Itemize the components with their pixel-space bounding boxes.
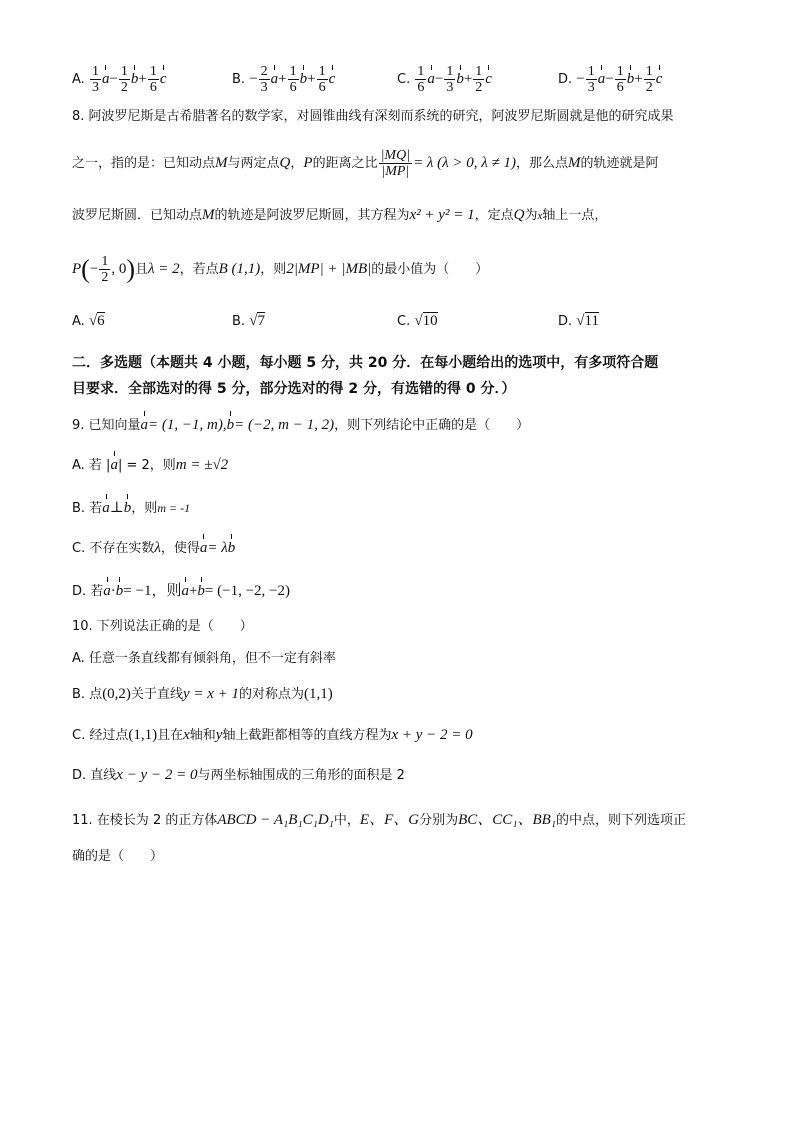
q9-option-b	[72, 499, 190, 518]
text: 与两定点	[227, 156, 280, 171]
text: 的轨迹就是阿	[580, 156, 659, 171]
option-label: B.	[232, 314, 246, 329]
math-M: M	[568, 155, 581, 171]
num: |MQ|	[380, 148, 411, 163]
text: 的轨迹是阿波罗尼斯圆，其方程为	[214, 208, 410, 223]
math: m = -1	[157, 501, 191, 515]
option-label: B.	[232, 72, 246, 87]
math: BC、CC₁、BB₁	[458, 812, 557, 828]
math-x: x	[537, 210, 543, 222]
text: 的距离之比	[312, 156, 378, 171]
fraction	[288, 64, 299, 95]
text: ，	[290, 156, 304, 171]
math: m = ±√2	[175, 457, 229, 473]
math: ·	[110, 583, 116, 599]
text: 关于直线	[130, 687, 183, 702]
text: A. 若 |	[72, 458, 111, 473]
math-B: B (1,1)	[218, 261, 261, 277]
q8-option-a: A. √6	[72, 313, 105, 329]
math: = (−1, −2, −2)	[204, 583, 290, 599]
num: 1	[587, 64, 595, 79]
q8-line-2	[72, 148, 659, 179]
math: ⊥	[109, 500, 124, 516]
q10-option-a: A. 任意一条直线都有倾斜角，但不一定有斜率	[72, 651, 336, 666]
num: 1	[645, 64, 653, 79]
q8-option-c: C. √10	[397, 313, 438, 329]
den: 6	[289, 80, 297, 95]
num: 1	[289, 64, 297, 79]
math: , 0	[111, 261, 127, 277]
text: 为	[524, 208, 538, 223]
text: B. 若	[72, 501, 103, 516]
text: ，则	[131, 501, 158, 516]
vector-a: a	[110, 457, 118, 473]
vector-a: a	[597, 71, 606, 87]
q8-line-3	[72, 206, 607, 225]
option-label: D.	[558, 314, 573, 329]
q8-option-b: B. √7	[232, 313, 265, 329]
sign: −	[576, 71, 585, 87]
math-eq: = λ (λ > 0, λ ≠ 1)	[413, 155, 517, 171]
vector-b: b	[130, 71, 139, 87]
option-label: A.	[72, 72, 85, 87]
num: 1	[101, 254, 109, 269]
math: y = x + 1	[182, 686, 240, 702]
num: 1	[446, 64, 454, 79]
fraction	[473, 64, 484, 95]
text: D. 直线	[72, 768, 117, 783]
vector-a: a	[140, 417, 149, 433]
fraction	[259, 64, 270, 95]
vector-c: c	[328, 71, 336, 87]
math-M: M	[215, 155, 228, 171]
vector-b: b	[299, 71, 308, 87]
math: x	[183, 727, 190, 743]
q7-option-b	[232, 64, 335, 95]
q10-option-c	[72, 726, 473, 745]
text: 且	[134, 262, 148, 277]
fraction	[317, 64, 328, 95]
text: 波罗尼斯圆．已知动点	[72, 208, 203, 223]
op: −	[109, 71, 118, 87]
den: 2	[120, 80, 128, 95]
option-label: C.	[397, 314, 411, 329]
text: 的最小值为（ ）	[371, 262, 489, 277]
q8-option-d: D. √11	[558, 313, 599, 329]
text: ，使得	[160, 541, 200, 556]
math: (1,1)	[304, 686, 333, 702]
q11-stem-line-2: 确的是（ ）	[72, 849, 164, 864]
fraction	[644, 64, 655, 95]
math-P: P	[72, 261, 82, 277]
num: 1	[616, 64, 624, 79]
q10-option-b	[72, 685, 333, 704]
num: 1	[417, 64, 425, 79]
fraction	[415, 64, 426, 95]
math: E、F、G	[359, 812, 420, 828]
op: +	[463, 71, 473, 87]
fraction	[99, 254, 110, 285]
math: = λ	[207, 540, 228, 556]
option-value: 10	[422, 313, 438, 329]
fraction	[615, 64, 626, 95]
q10-option-d	[72, 766, 405, 785]
text: 分别为	[419, 813, 459, 828]
fraction	[119, 64, 130, 95]
math-lambda: λ = 2	[148, 261, 180, 277]
text: 轴上截距都相等的直线方程为	[222, 728, 392, 743]
den: 3	[91, 80, 99, 95]
vector-a: a	[102, 500, 110, 516]
den: 6	[616, 80, 624, 95]
q7-option-d	[558, 64, 662, 95]
option-label: D.	[558, 72, 573, 87]
math: x + y − 2 = 0	[391, 727, 473, 743]
vector-c: c	[485, 71, 492, 87]
vector-b: b	[226, 417, 235, 433]
den: 6	[318, 80, 326, 95]
text: 11. 在棱长为 2 的正方体	[72, 813, 218, 828]
math-expr: 2|MP| + |MB|	[286, 261, 372, 277]
text: ，则下列结论中正确的是（ ）	[334, 418, 530, 433]
text: ，那么点	[516, 156, 569, 171]
vector-b: b	[456, 71, 464, 87]
vector-a: a	[427, 71, 435, 87]
math: = (−2, m − 1, 2)	[234, 417, 335, 433]
math: (1,1)	[128, 727, 158, 743]
q7-option-a	[72, 64, 167, 95]
text: 中，	[333, 813, 360, 828]
q11-stem-line-1	[72, 811, 686, 830]
fraction	[444, 64, 455, 95]
math-M: M	[202, 207, 215, 223]
text: 与两坐标轴围成的三角形的面积是 2	[197, 768, 405, 783]
op: +	[278, 71, 287, 87]
text: 轴和	[189, 728, 216, 743]
text: 且在	[157, 728, 184, 743]
den: 2	[645, 80, 653, 95]
text: 之一，指的是：已知动点	[72, 156, 216, 171]
text: ，则	[260, 262, 287, 277]
math: +	[188, 583, 198, 599]
q9-option-a	[72, 456, 228, 475]
vector-a: a	[101, 71, 110, 87]
num: 1	[149, 64, 157, 79]
vector-a: a	[270, 71, 279, 87]
option-value: 6	[97, 313, 105, 329]
text: 9. 已知向量	[72, 418, 141, 433]
math: λ	[154, 540, 161, 556]
option-label: C.	[397, 72, 411, 87]
vector-a: a	[103, 583, 111, 599]
fraction	[148, 64, 159, 95]
ratio-fraction	[379, 148, 412, 179]
op: −	[605, 71, 614, 87]
q8-line-1: 8. 阿波罗尼斯是古希腊著名的数学家，对圆锥曲线有深刻而系统的研究，阿波罗尼斯圆就是他的研究成果	[72, 109, 674, 124]
math: x − y − 2 = 0	[116, 767, 198, 783]
sign: −	[249, 71, 258, 87]
math: = (1, −1, m),	[148, 417, 227, 433]
den: 3	[446, 80, 454, 95]
q10-stem: 10. 下列说法正确的是（ ）	[72, 619, 253, 634]
text: ，若点	[179, 262, 219, 277]
text: C. 经过点	[72, 728, 129, 743]
op: +	[307, 71, 316, 87]
den: 3	[260, 80, 268, 95]
q9-option-c	[72, 539, 235, 558]
vector-a: a	[181, 583, 189, 599]
den: 6	[417, 80, 425, 95]
vector-b: b	[115, 583, 124, 599]
op: −	[434, 71, 444, 87]
vector-c: c	[159, 71, 167, 87]
option-value: 11	[584, 313, 599, 329]
option-value: 7	[257, 313, 265, 329]
section-2-heading-line-2: 目要求．全部选对的得 5 分，部分选对的得 2 分，有选错的得 0 分．）	[72, 381, 516, 397]
paren: )	[126, 254, 135, 284]
den: 3	[587, 80, 595, 95]
vector-b: b	[197, 583, 205, 599]
vector-b: b	[123, 500, 132, 516]
text: 的中点，则下列选项正	[556, 813, 687, 828]
den: 2	[475, 80, 483, 95]
paren: (	[81, 254, 90, 284]
vector-b: b	[227, 540, 236, 556]
math-P: P	[303, 155, 313, 171]
vector-a: a	[199, 540, 208, 556]
math: ABCD − A₁B₁C₁D₁	[217, 812, 334, 828]
op: +	[634, 71, 643, 87]
num: 1	[318, 64, 326, 79]
den: |MP|	[381, 164, 410, 179]
num: 1	[91, 64, 99, 79]
math: y	[215, 727, 223, 743]
fraction	[90, 64, 101, 95]
q8-line-4: P(− $\frac{1}{2}$ , 0)且λ = 2，若点B (1,1)，则2|MP| + |MB|的最小值为（ ）	[72, 254, 489, 285]
option-label: A.	[72, 314, 85, 329]
text: B. 点	[72, 687, 103, 702]
math-Q: Q	[279, 155, 291, 171]
math-circle-eq: x² + y² = 1	[409, 207, 475, 223]
text: C. 不存在实数	[72, 541, 155, 556]
math-Q: Q	[513, 207, 525, 223]
section-2-heading-line-1: 二．多选题（本题共 4 小题，每小题 5 分，共 20 分．在每小题给出的选项中，有多项符合题	[72, 355, 659, 371]
op: +	[138, 71, 147, 87]
text: = −1，则	[123, 583, 182, 599]
fraction	[586, 64, 597, 95]
text: ，定点	[474, 208, 514, 223]
vector-b: b	[626, 71, 635, 87]
vector-c: c	[655, 71, 663, 87]
num: 1	[120, 64, 128, 79]
q9-option-d	[72, 582, 290, 601]
text: | = 2，则	[117, 458, 176, 473]
q9-stem	[72, 416, 529, 435]
num: 1	[475, 64, 483, 79]
den: 6	[149, 80, 157, 95]
text: 轴上一点，	[542, 208, 608, 223]
num: 2	[260, 64, 268, 79]
math: (0,2)	[102, 686, 131, 702]
text: D. 若	[72, 584, 104, 599]
q7-option-c	[397, 64, 492, 95]
text: 的对称点为	[239, 687, 305, 702]
den: 2	[101, 270, 109, 285]
